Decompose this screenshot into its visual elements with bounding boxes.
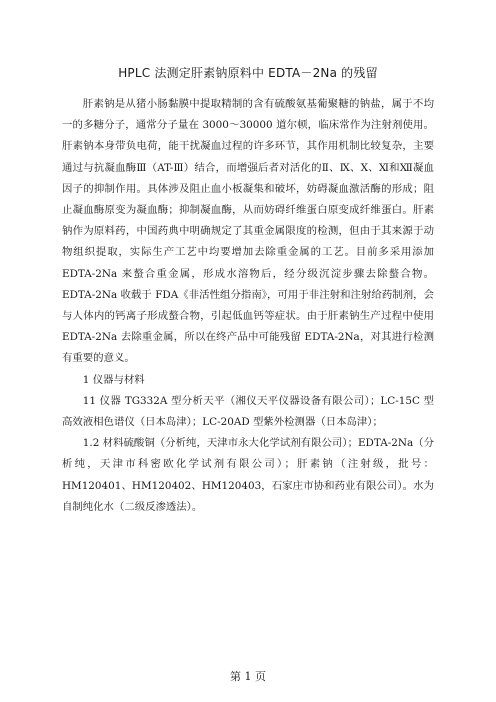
intro-paragraph: 肝素钠是从猪小肠黏膜中提取精制的含有硫酸氨基葡聚糖的钠盐，属于不均一的多糖分子，通常分子量在 3000～30000 道尔顿，临床常作为注射剂使用。肝素钠本身带负电荷，能干扰凝血过程的许多环节，其作用机制比较复杂，主要通过与抗凝血酶Ⅲ（AT-Ⅲ）结合，而增强后者对活化的Ⅱ、Ⅸ、Ⅹ、Ⅺ和Ⅻ凝血因子的抑制作用。具体涉及阻止血小板凝集和破坏，妨碍凝血激活酶的形成；阻止凝血酶原变为凝血酶；抑制凝血酶，从而妨碍纤维蛋白原变成纤维蛋白。肝素钠作为原料药，中国药典中明确规定了其重金属限度的检测，但由于其来源于动物组织提取，实际生产工艺中均要增加去除重金属的工艺。目前多采用添加 EDTA-2Na 来螯合重金属，形成水溶物后，经分级沉淀步骤去除螯合物。EDTA-2Na 收载于 FDA《非活性组分指南》，可用于非注射和注射给药制剂，会与人体内的钙离子形成螯合物，引起低血钙等症状。由于肝素钠生产过程中使用 EDTA-2Na 去除重金属，所以在终产品中可能残留 EDTA-2Na，对其进行检测有重要的意义。 [62,98,434,365]
materials-paragraph: 1.2 材料硫酸铜（分析纯，天津市永大化学试剂有限公司）；EDTA-2Na（分析纯，天津市科密欧化学试剂有限公司）；肝素钠（注射级，批号：HM120401、HM120402、HM120403，石家庄市协和药业有限公司）。水为自制纯化水（二级反渗透法）。 [62,437,434,513]
document-body [62,94,434,518]
instruments-paragraph: 11 仪器 TG332A 型分析天平（湘仪天平仪器设备有限公司）；LC-15C 型高效液相色谱仪（日本岛津）；LC-20AD 型紫外检测器（日本岛津）； [62,394,434,429]
document-title: HPLC 法测定肝素钠原料中 EDTA－2Na 的残留 [118,66,378,80]
section-heading: 1 仪器与材料 [82,373,145,386]
page-number: 第 1 页 [230,670,266,683]
